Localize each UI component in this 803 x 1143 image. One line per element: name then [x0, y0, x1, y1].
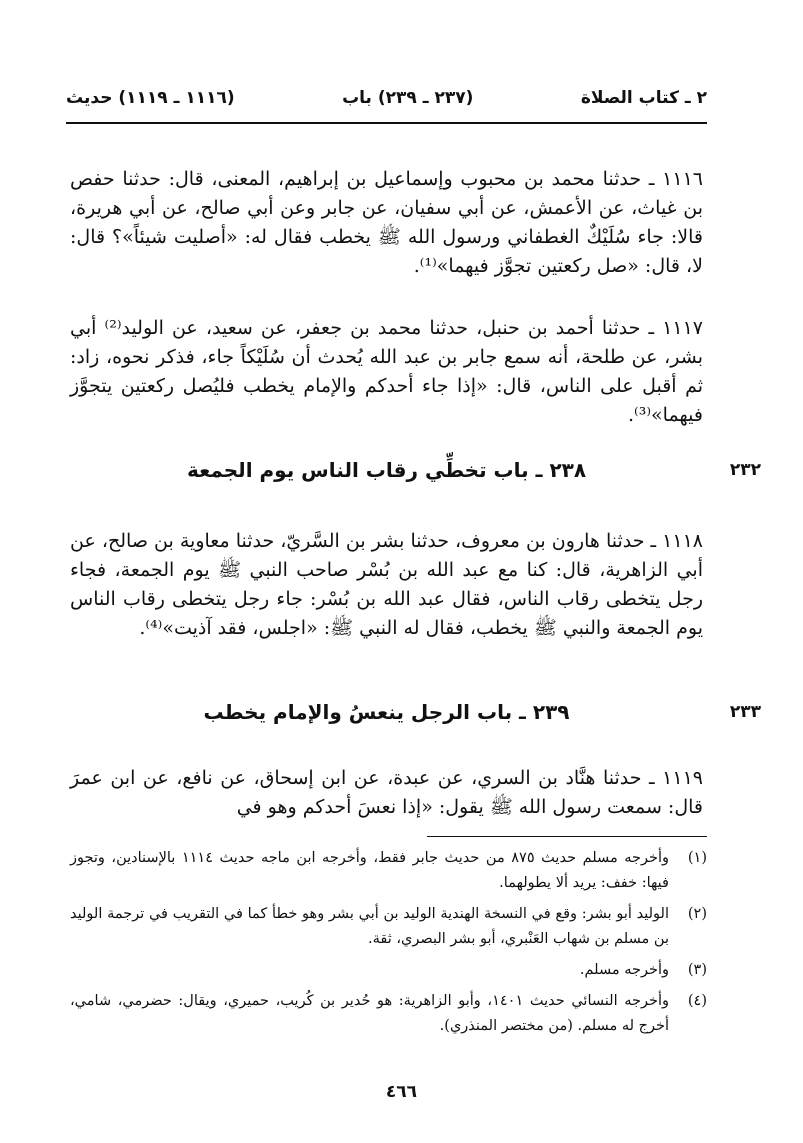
chapter-heading-239 [70, 700, 761, 734]
footnote-number: (٢) [687, 906, 707, 922]
header-chapter-range: (٢٣٧ ـ ٢٣٩) باب [342, 88, 474, 108]
page-number: ٤٦٦ [385, 1082, 418, 1102]
hadith-1116: ١١١٦ ـ حدثنا محمد بن محبوب وإسماعيل بن إبراهيم، المعنى، قال: حدثنا حفص بن غياث، عن الأعمش، عن أبي سفيان، عن جابر وعن أبي صالح، عن أبي هريرة، قالا: جاء سُلَيْكٌ الغطفاني ورسول الله ﷺ يخطب فقال له: «أصليت شيئاً»؟ قال: لا، قال: «صل ركعتين تجوَّز فيهما»⁽¹⁾. [70, 168, 703, 277]
footnote-number: (٤) [687, 993, 707, 1009]
footnote [70, 902, 707, 952]
footnote-text: وأخرجه النسائي حديث ١٤٠١، وأبو الزاهرية: هو حُدير بن كُريب، حميري، ويقال: حضرمي، شامي، أخرج له مسلم. (من مختصر المنذري). [70, 993, 669, 1034]
hadith-1118: ١١١٨ ـ حدثنا هارون بن معروف، حدثنا بشر بن السَّريّ، حدثنا معاوية بن صالح، عن أبي الزاهرية، قال: كنا مع عبد الله بن بُسْر صاحب النبي ﷺ يوم الجمعة، فجاء رجل يتخطى رقاب الناس، فقال عبد الله بن بُسْر: جاء رجل يتخطى رقاب الناس يوم الجمعة والنبي ﷺ يخطب، فقال له النبي ﷺ: «اجلس، فقد آذيت»⁽⁴⁾. [70, 530, 703, 639]
hadith-1117: ١١١٧ ـ حدثنا أحمد بن حنبل، حدثنا محمد بن جعفر، عن سعيد، عن الوليد⁽²⁾ أبي بشر، عن طلحة، أنه سمع جابر بن عبد الله يُحدث أن سُلَيْكاً جاء، فذكر نحوه، زاد: ثم أقبل على الناس، قال: «إذا جاء أحدكم والإمام يخطب فليُصل ركعتين يتجوَّز فيهما»⁽³⁾. [70, 317, 704, 426]
chapter-margin-number: ٢٣٣ [729, 702, 761, 722]
footnote-text: وأخرجه مسلم. [579, 962, 669, 978]
footnote-rule [427, 836, 707, 837]
header-hadith-range: (١١١٦ ـ ١١١٩) حديث [66, 88, 235, 108]
footnotes [70, 846, 707, 1045]
footnote-text: الوليد أبو بشر: وقع في النسخة الهندية الوليد بن أبي بشر وهو خطأ كما في التقريب في ترجمة الوليد بن مسلم بن شهاب العَنْبري، أبو بشر البصري، ثقة. [70, 906, 669, 947]
chapter-title: ٢٣٩ ـ باب الرجل ينعسُ والإمام يخطب [203, 700, 570, 724]
chapter-title: ٢٣٨ ـ باب تخطِّي رقاب الناس يوم الجمعة [186, 458, 587, 482]
footnote-text: وأخرجه مسلم حديث ٨٧٥ من حديث جابر فقط، وأخرجه ابن ماجه حديث ١١١٤ بالإسنادين، وتجوز فيها: خفف: يريد ألا يطولهما. [70, 850, 669, 891]
chapter-margin-number: ٢٣٢ [729, 460, 761, 480]
footnote [70, 989, 707, 1039]
chapter-heading-238 [70, 458, 761, 492]
footnote [70, 958, 707, 983]
running-header [66, 78, 707, 118]
header-rule [66, 122, 707, 124]
footnote-number: (١) [687, 850, 707, 866]
header-book-title: ٢ ـ كتاب الصلاة [580, 88, 707, 108]
footnote [70, 846, 707, 896]
hadith-1119: ١١١٩ ـ حدثنا هنَّاد بن السري، عن عبدة، عن ابن إسحاق، عن نافع، عن ابن عمرَ قال: سمعت رسول الله ﷺ يقول: «إذا نعسَ أحدكم وهو في [70, 767, 703, 818]
footnote-number: (٣) [687, 962, 707, 978]
